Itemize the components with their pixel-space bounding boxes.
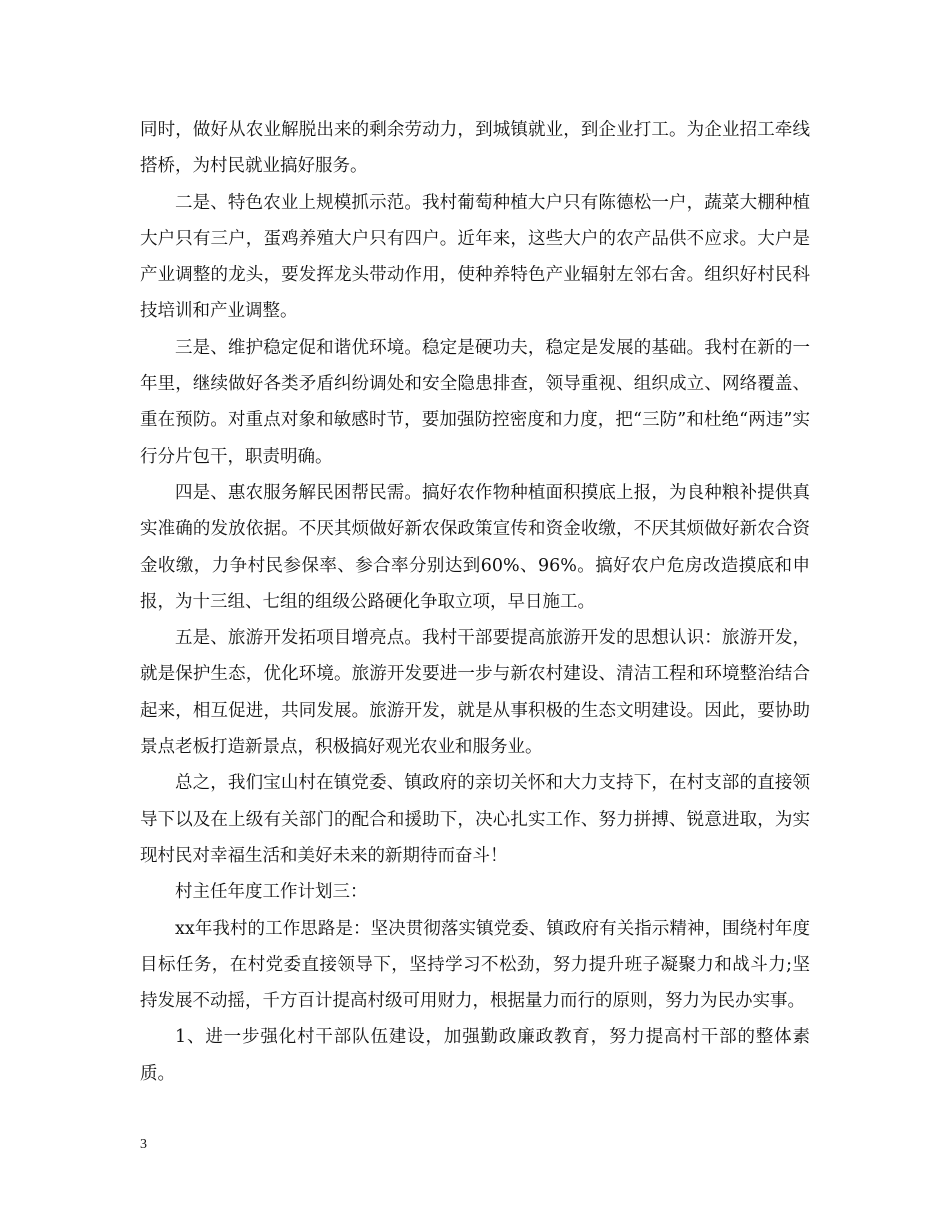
- paragraph-4: 四是、惠农服务解民困帮民需。搞好农作物种植面积摸底上报，为良种粮补提供真实准确的发放依据。不厌其烦做好新农保政策宣传和资金收缴，不厌其烦做好新农合资金收缴，力争村民参保率、参合率分别达到60%、96%。搞好农户危房改造摸底和申报，为十三组、七组的组级公路硬化争取立项，早日施工。: [140, 482, 810, 612]
- paragraph-3: 三是、维护稳定促和谐优环境。稳定是硬功夫，稳定是发展的基础。我村在新的一年里，继续做好各类矛盾纠纷调处和安全隐患排查，领导重视、组织成立、网络覆盖、重在预防。对重点对象和敏感时节，要加强防控密度和力度，把“三防”和杜绝“两违”实行分片包干，职责明确。: [140, 337, 810, 467]
- paragraph-8: xx年我村的工作思路是：坚决贯彻落实镇党委、镇政府有关指示精神，围绕村年度目标任务，在村党委直接领导下，坚持学习不松劲，努力提升班子凝聚力和战斗力;坚持发展不动摇，千方百计提高村级可用财力，根据量力而行的原则，努力为民办实事。: [140, 918, 810, 1012]
- paragraph-6: 总之，我们宝山村在镇党委、镇政府的亲切关怀和大力支持下，在村支部的直接领导下以及在上级有关部门的配合和援助下，决心扎实工作、努力拼搏、锐意进取，为实现村民对幸福生活和美好未来的新期待而奋斗！: [140, 773, 810, 866]
- paragraph-1: 同时，做好从农业解脱出来的剩余劳动力，到城镇就业，到企业打工。为企业招工牵线搭桥，为村民就业搞好服务。: [140, 120, 810, 177]
- page-number: 3: [140, 1137, 147, 1152]
- paragraph-9: 1、进一步强化村干部队伍建设，加强勤政廉政教育，努力提高村干部的整体素质。: [140, 1027, 810, 1084]
- paragraph-5: 五是、旅游开发拓项目增亮点。我村干部要提高旅游开发的思想认识：旅游开发，就是保护生态，优化环境。旅游开发要进一步与新农村建设、清洁工程和环境整治结合起来，相互促进，共同发展。旅游开发，就是从事积极的生态文明建设。因此，要协助景点老板打造新景点，积极搞好观光农业和服务业。: [140, 628, 810, 758]
- document-body: [140, 112, 810, 1092]
- paragraph-7: 村主任年度工作计划三：: [175, 882, 368, 903]
- paragraph-2: 二是、特色农业上规模抓示范。我村葡萄种植大户只有陈德松一户，蔬菜大棚种植大户只有三户，蛋鸡养殖大户只有四户。近年来，这些大户的农产品供不应求。大户是产业调整的龙头，要发挥龙头带动作用，使种养特色产业辐射左邻右舍。组织好村民科技培训和产业调整。: [140, 192, 810, 322]
